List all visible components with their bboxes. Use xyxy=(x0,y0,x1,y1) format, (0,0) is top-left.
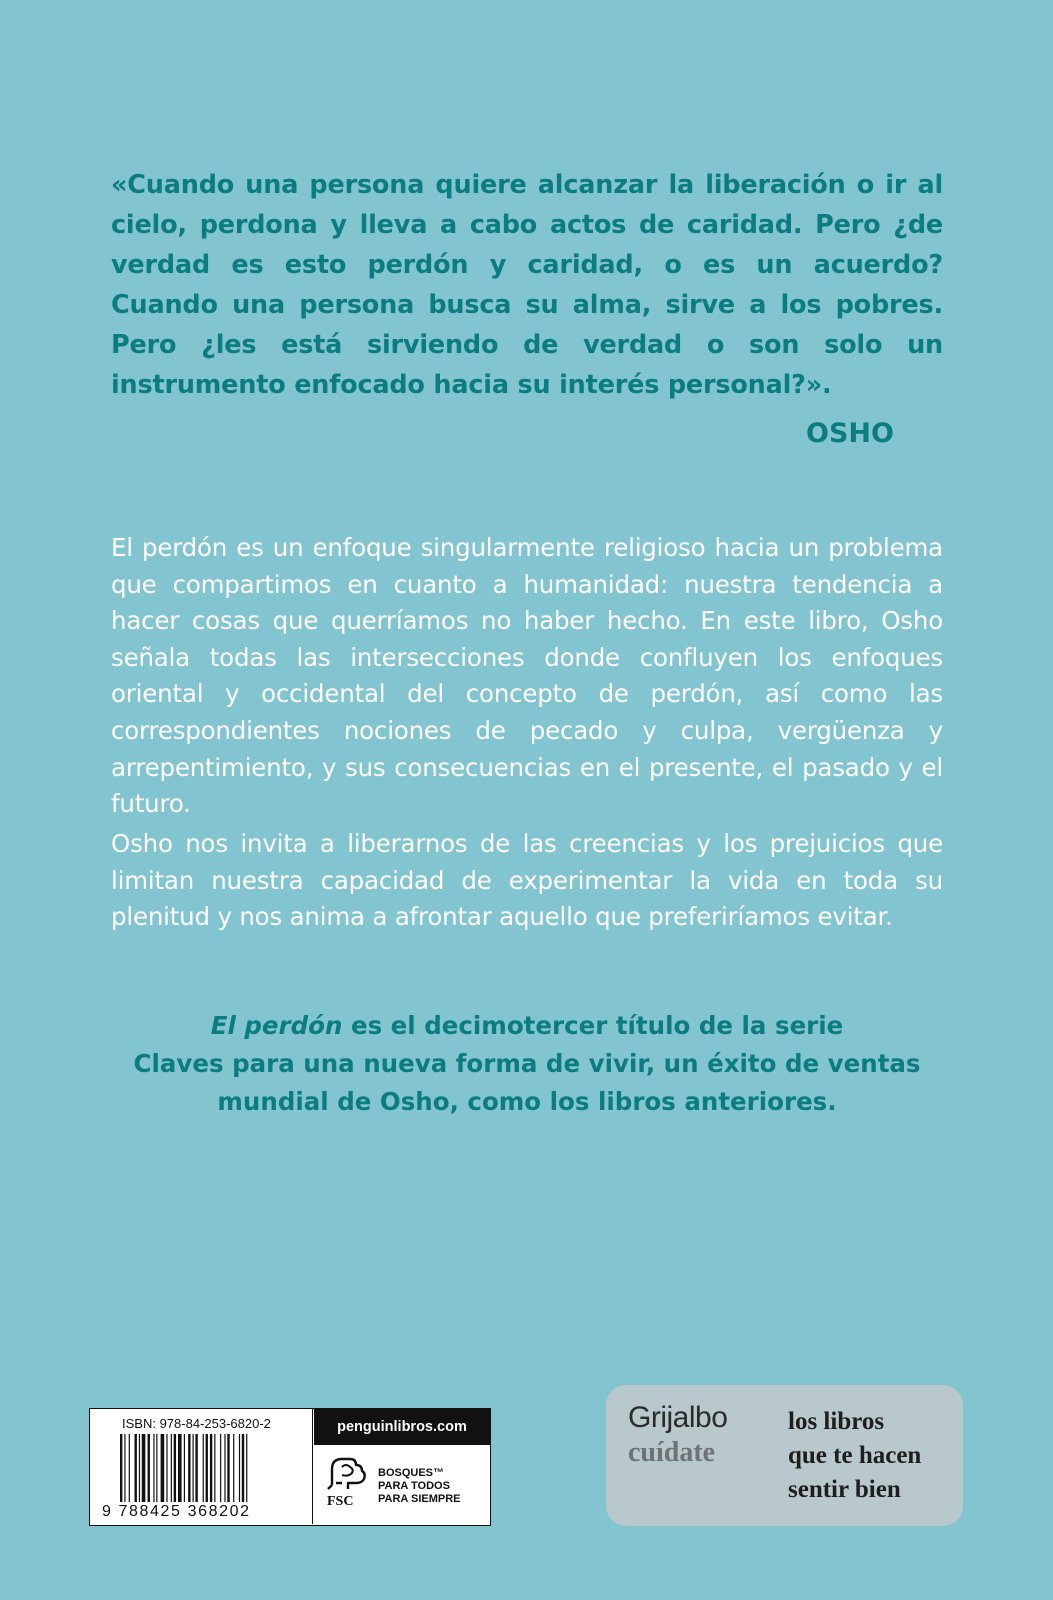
barcode-bar xyxy=(233,1434,234,1502)
barcode-bar xyxy=(124,1434,125,1502)
barcode-panel xyxy=(89,1408,491,1526)
barcode-bar xyxy=(193,1434,194,1502)
barcode-bar xyxy=(156,1434,157,1502)
barcode-bar xyxy=(135,1434,137,1502)
fsc-slogan-line-1: BOSQUES™ xyxy=(378,1467,445,1479)
book-title: El perdón xyxy=(210,1011,343,1040)
slogan-line-3: sentir bien xyxy=(788,1476,901,1503)
barcode-bars xyxy=(120,1434,282,1502)
barcode-bar xyxy=(153,1434,154,1502)
publisher-slogan xyxy=(788,1405,921,1507)
barcode-bar xyxy=(174,1434,176,1502)
fsc-slogan-line-2: PARA TODOS xyxy=(378,1480,450,1492)
barcode-bar xyxy=(139,1434,140,1502)
barcode-bar xyxy=(210,1434,212,1502)
series-line-3: mundial de Osho, como los libros anteriores. xyxy=(217,1087,837,1116)
barcode-bar xyxy=(239,1434,240,1502)
series-note xyxy=(111,1007,943,1121)
epigraph-quote: «Cuando una persona quiere alcanzar la liberación o ir al cielo, perdona y lleva a cabo actos de caridad. Pero ¿de verdad es esto perdón y caridad, o es un acuerdo? Cuando una persona busca su alma, sirve a los pobres. Pero ¿les está sirviendo de verdad o son solo un instrumento enfocado hacia su interés personal?». xyxy=(111,170,943,400)
series-line-1: es el decimotercer título de la serie xyxy=(342,1011,844,1040)
barcode-bar xyxy=(142,1434,146,1502)
fsc-tree-icon xyxy=(326,1455,370,1491)
barcode-bar xyxy=(171,1434,172,1502)
imprint-logo: cuídate xyxy=(628,1437,716,1468)
barcode-bar xyxy=(224,1434,225,1502)
isbn-label: ISBN: 978-84-253-6820-2 xyxy=(122,1416,271,1431)
barcode-bar xyxy=(129,1434,130,1502)
barcode-section xyxy=(90,1409,313,1524)
barcode-bar xyxy=(242,1434,244,1502)
barcode-bar xyxy=(184,1434,185,1502)
website-label: penguinlibros.com xyxy=(314,1409,490,1445)
publisher-box xyxy=(606,1385,963,1526)
series-line-2: Claves para una nueva forma de vivir, un éxito de ventas xyxy=(133,1049,921,1078)
barcode-bar xyxy=(161,1434,165,1502)
barcode-bar xyxy=(227,1434,229,1502)
fsc-slogan-line-3: PARA SIEMPRE xyxy=(378,1493,461,1505)
barcode-bar xyxy=(203,1434,204,1502)
slogan-line-2: que te hacen xyxy=(788,1442,922,1469)
barcode-bar xyxy=(246,1434,247,1502)
barcode-bar xyxy=(206,1434,208,1502)
quote-author: OSHO xyxy=(806,418,894,449)
publisher-web-section xyxy=(314,1409,490,1524)
description-paragraph-1: El perdón es un enfoque singularmente religioso hacia un problema que compartimos en cuanto a humanidad: nuestra tendencia a hacer cosas que querríamos no haber hecho. En este libro, Osho señala todas las intersecciones donde confluyen los enfoques oriental y occidental del concepto de perdón, así como las correspondientes nociones de pecado y culpa, vergüenza y arrepentimiento, y sus consecuencias en el presente, el pasado y el futuro. xyxy=(111,533,943,819)
barcode-bar xyxy=(120,1434,122,1502)
slogan-line-1: los libros xyxy=(788,1408,885,1435)
barcode-bar xyxy=(166,1434,167,1502)
barcode-digits: 9 788425 368202 xyxy=(102,1503,251,1520)
fsc-label: FSC xyxy=(327,1494,354,1509)
barcode-bar xyxy=(148,1434,150,1502)
fsc-slogan xyxy=(378,1467,461,1506)
barcode-bar xyxy=(214,1434,215,1502)
description-paragraph-2: Osho nos invita a liberarnos de las creencias y los prejuicios que limitan nuestra capacidad de experimentar la vida en toda su plenitud y nos anima a afrontar aquello que preferiríamos evitar. xyxy=(111,829,943,932)
barcode-bar xyxy=(188,1434,190,1502)
barcode-bar xyxy=(178,1434,182,1502)
barcode-bar xyxy=(195,1434,197,1502)
barcode-bar xyxy=(220,1434,221,1502)
publisher-logo: Grijalbo xyxy=(628,1401,728,1434)
